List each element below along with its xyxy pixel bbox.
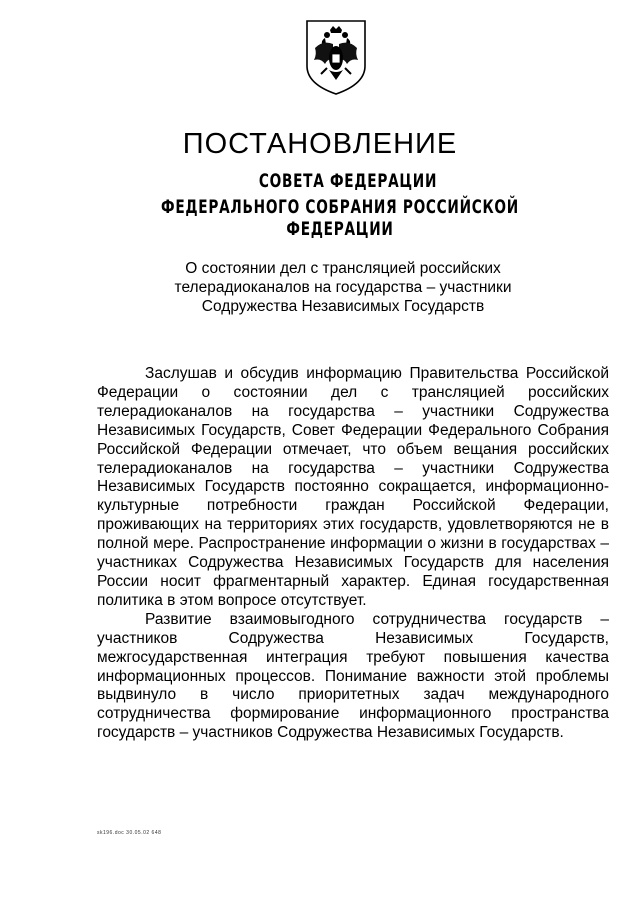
body-paragraph-1: Заслушав и обсудив информацию Правительства Российской Федерации о состоянии дел с трансляцией российских телерадиоканалов на государства – участники Содружества Независимых Государств, Совет Федерации Федерального Собрания Российской Федерации отмечает, что объем вещания российских телерадиоканалов на государства – участники Содружества Независимых Государств постоянно сокращается, информационно-культурные потребности граждан Российской Федерации, проживающих на территориях этих государств, удовлетворяются не в полной мере. Распространение информации о жизни в государствах – участниках Содружества Независимых Государств для населения России носит фрагментарный характер. Единая государственная политика в этом вопросе отсутствует. <box>97 365 609 609</box>
resolution-title <box>90 259 596 316</box>
title-line-3: Содружества Независимых Государств <box>201 298 485 315</box>
issuer-line-2: ФЕДЕРАЛЬНОГО СОБРАНИЯ РОССИЙСКОЙ ФЕДЕРАЦИИ <box>161 196 519 240</box>
coat-of-arms-icon <box>303 18 369 96</box>
document-type-heading: ПОСТАНОВЛЕНИЕ <box>182 128 458 160</box>
resolution-body <box>97 365 609 743</box>
file-reference-mark: sk196.doc 30.05.02 648 <box>97 830 162 836</box>
issuer-line-1: СОВЕТА ФЕДЕРАЦИИ <box>258 170 438 192</box>
body-paragraph-2: Развитие взаимовыгодного сотрудничества государств – участников Содружества Независимых Государств, межгосударственная интеграция требуют повышения качества информационных процессов. Понимание важности этой проблемы выдвинуло в число приоритетных задач международного сотрудничества формирование информационного пространства государств – участников Содружества Независимых Государств. <box>97 610 609 742</box>
title-line-1: О состоянии дел с трансляцией российских <box>185 260 501 277</box>
title-line-2: телерадиоканалов на государства – участники <box>174 279 512 296</box>
